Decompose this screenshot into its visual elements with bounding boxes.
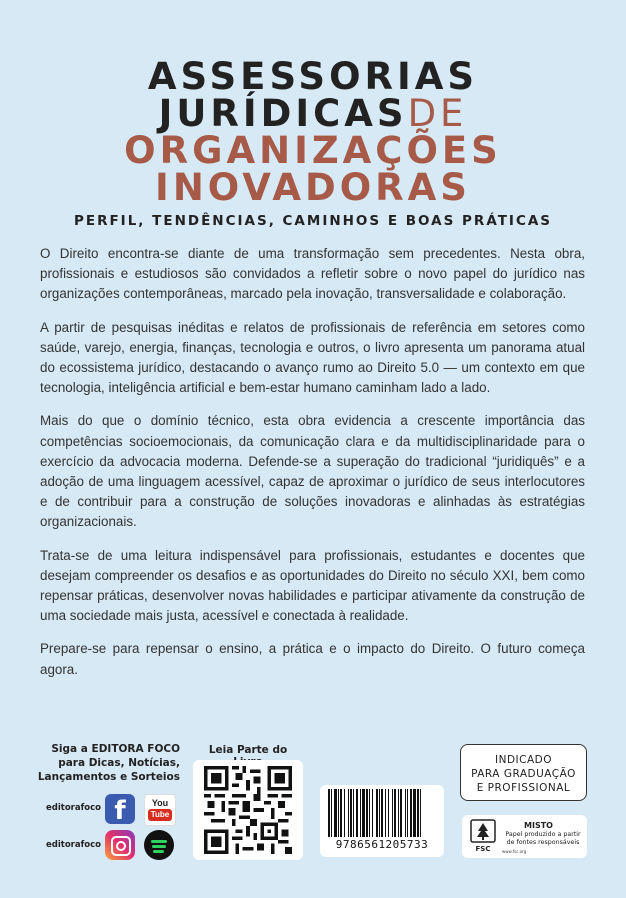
youtube-you-text: You: [151, 798, 169, 808]
qr-label: Leia Parte do: [208, 744, 288, 756]
synopsis-paragraph-3: Mais do que o domínio técnico, esta obra evidencia a crescente importância das competências socioemocionais, da comunicação clara e da multidisciplinaridade para o exercício da advocacia moderna. Defende-se a superação do tradicional “juridiquês” e a adoção de uma linguagem acessível, capaz de aproximar o jurídico de seus interlocutores e de contribuir para a construção de soluções inovadoras e alinhadas às estratégias organizacionais.: [40, 413, 585, 530]
synopsis-paragraph-2: A partir de pesquisas inéditas e relatos de profissionais de referência em setores como saúde, varejo, energia, finanças, tecnologia e outros, o livro apresenta um panorama atual do ecossistema jurídico, destacando o avanço rumo ao Direito 5.0 — um contexto em que tecnologia, inteligência artificial e bem-estar humano caminham lado a lado.: [40, 319, 585, 396]
book-title: [0, 55, 626, 209]
fsc-description: Papel produzido a partir de fontes responsáveis: [505, 831, 581, 846]
follow-line-3: Lançamentos e Sorteios: [37, 771, 180, 783]
fsc-title: MISTO: [524, 821, 553, 830]
synopsis: [40, 244, 585, 693]
synopsis-paragraph-1: O Direito encontra-se diante de uma transformação sem precedentes. Nesta obra, profissionais e estudiosos são convidados a refletir sobre o novo papel do jurídico nas organizações contemporâneas, marcado pela inovação, transversalidade e colaboração.: [40, 246, 585, 302]
synopsis-paragraph-4: Trata-se de uma leitura indispensável para profissionais, estudantes e docentes que desejam compreender os desafios e as oportunidades do Direito no século XXI, bem como repensar práticas, desenvolver novas habilidades e participar ativamente da construção de uma sociedade mais justa, acessível e conectada à realidade.: [40, 547, 585, 624]
social-handle-2: editorafoco: [46, 840, 102, 850]
title-line-4: INOVADORAS: [155, 166, 471, 209]
qr-code-graphic: [203, 766, 293, 854]
youtube-tube-text: Tube: [148, 809, 172, 821]
barcode-bars: [326, 789, 438, 839]
fsc-code: www.fsc.org: [502, 849, 527, 854]
fsc-certification: [462, 815, 587, 858]
synopsis-paragraph-5: Prepare-se para repensar o ensino, a prática e o impacto do Direito. O futuro começa agora.: [40, 641, 585, 677]
fsc-tree-icon: [470, 819, 496, 855]
isbn-barcode: [320, 785, 444, 857]
social-handle-1: editorafoco: [46, 803, 102, 813]
facebook-icon[interactable]: [105, 794, 135, 824]
book-subtitle: PERFIL, TENDÊNCIAS, CAMINHOS E BOAS PRÁTICAS: [73, 213, 553, 229]
badge-line-1: INDICADO: [495, 754, 552, 766]
title-word-juridicas: JURÍDICAS: [158, 92, 408, 135]
qr-code[interactable]: [193, 760, 303, 860]
follow-line-1: Siga a EDITORA FOCO: [51, 743, 180, 755]
title-line-1: ASSESSORIAS: [147, 55, 479, 98]
fsc-logo-text: FSC: [475, 845, 491, 853]
follow-publisher-text: [30, 742, 180, 784]
follow-line-2: para Dicas, Notícias,: [58, 757, 180, 769]
isbn-number: 9786561205733: [335, 838, 429, 851]
recommendation-badge: [460, 744, 587, 801]
title-line-3: ORGANIZAÇÕES: [124, 129, 502, 172]
youtube-icon[interactable]: [144, 794, 176, 826]
badge-line-3: E PROFISSIONAL: [476, 782, 571, 794]
title-line-2: [0, 92, 626, 135]
instagram-icon[interactable]: [105, 830, 135, 860]
spotify-icon[interactable]: [144, 830, 174, 860]
badge-line-2: PARA GRADUAÇÃO: [471, 768, 576, 780]
facebook-glyph: f: [114, 796, 126, 826]
title-word-de: DE: [407, 92, 468, 135]
